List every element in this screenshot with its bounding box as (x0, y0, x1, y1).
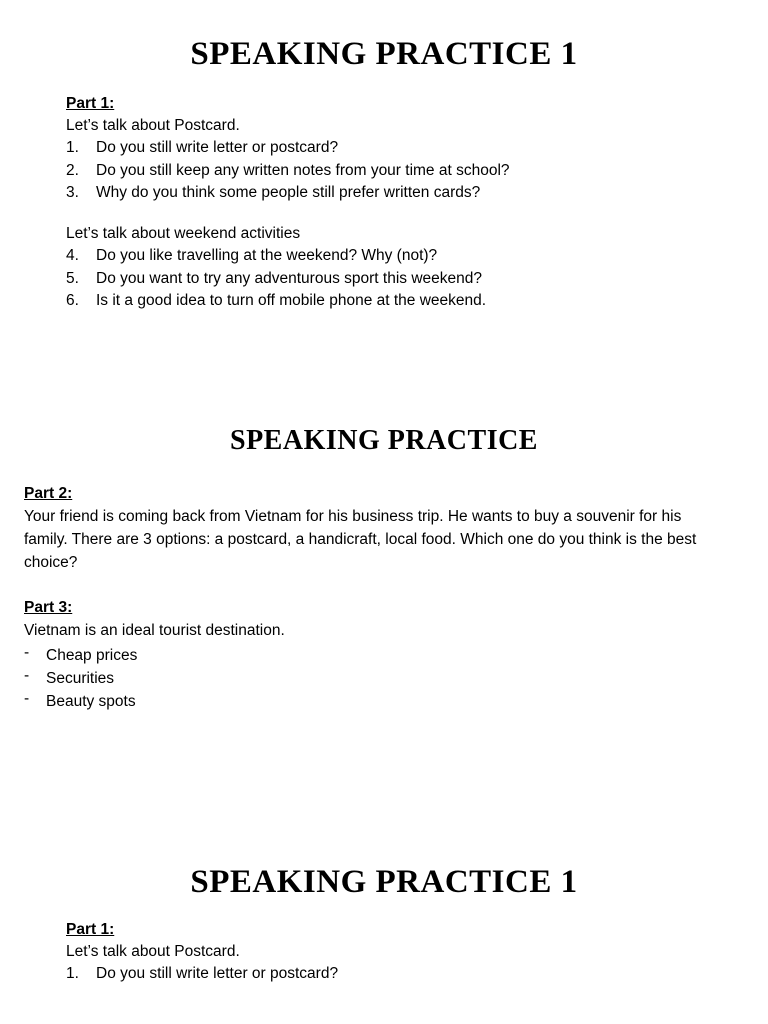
page-title-3: SPEAKING PRACTICE 1 (190, 863, 578, 900)
part1-label-row (66, 95, 728, 115)
part-label: Part 1: (66, 95, 115, 112)
part3-label-row (24, 599, 720, 619)
part-label: Part 2: (24, 484, 73, 502)
part1-label-row (66, 921, 728, 941)
part-label: Part 1: (66, 920, 115, 938)
list-item-text: Do you still write letter or postcard? (96, 139, 339, 157)
list-item-number: 2. (66, 161, 79, 179)
list-item (24, 690, 720, 713)
list-item (66, 182, 728, 204)
lead-text-weekend: Let’s talk about weekend activities (66, 224, 301, 242)
list-item (66, 160, 728, 182)
list-item (24, 667, 720, 690)
list-item (66, 137, 728, 159)
lead-text-postcard: Let’s talk about Postcard. (66, 117, 240, 134)
list-item-text: Cheap prices (46, 646, 138, 664)
list-item (66, 245, 728, 267)
page-title-2: SPEAKING PRACTICE (230, 424, 538, 456)
list-item-number: 4. (66, 247, 79, 265)
dash-bullet-icon: - (24, 690, 30, 708)
section-gap-1 (0, 313, 768, 425)
section-part1 (0, 95, 768, 313)
lead-text-postcard: Let’s talk about Postcard. (66, 942, 240, 960)
list-item-text: Securities (46, 670, 115, 687)
page-title-1: SPEAKING PRACTICE 1 (190, 36, 578, 72)
section-gap-2 (0, 714, 768, 864)
list-item (24, 644, 720, 667)
list-item-number: 6. (66, 292, 79, 310)
question-list-weekend (66, 245, 728, 312)
section-part1-repeat (0, 921, 768, 986)
part-label: Part 3: (24, 598, 73, 616)
list-item-number: 1. (66, 139, 79, 157)
list-item-text: Do you want to try any adventurous sport this weekend? (96, 269, 482, 287)
title-gap-2 (0, 457, 768, 485)
list-item-number: 5. (66, 269, 79, 287)
list-item (66, 268, 728, 290)
dash-bullet-icon: - (24, 643, 30, 661)
question-list-postcard-repeat (66, 963, 728, 985)
list-item-text: Is it a good idea to turn off mobile phone at the weekend. (96, 292, 487, 310)
list-item-text: Why do you think some people still prefer written cards? (96, 184, 481, 202)
paragraph-gap (66, 205, 728, 223)
list-item-number: 1. (66, 964, 79, 982)
list-item (66, 963, 728, 985)
list-item-text: Do you like travelling at the weekend? Why (not)? (96, 247, 438, 265)
dash-bullet-icon: - (24, 667, 30, 684)
list-item-text: Do you still keep any written notes from your time at school? (96, 161, 510, 179)
list-item-number: 3. (66, 184, 79, 202)
part2-paragraph: Your friend is coming back from Vietnam for his business trip. He wants to buy a souvenir for his family. There are 3 options: a postcard, a handicraft, local food. Which one do you think is the best choice? (24, 507, 697, 572)
section-part2-part3 (0, 485, 768, 714)
part3-bullet-list (24, 644, 720, 714)
part3-lead: Vietnam is an ideal tourist destination. (24, 621, 285, 639)
list-item (66, 290, 728, 312)
part-gap (24, 575, 720, 599)
part2-label-row (24, 485, 720, 505)
list-item-text: Beauty spots (46, 693, 136, 711)
list-item-text: Do you still write letter or postcard? (96, 964, 339, 982)
question-list-postcard (66, 137, 728, 204)
